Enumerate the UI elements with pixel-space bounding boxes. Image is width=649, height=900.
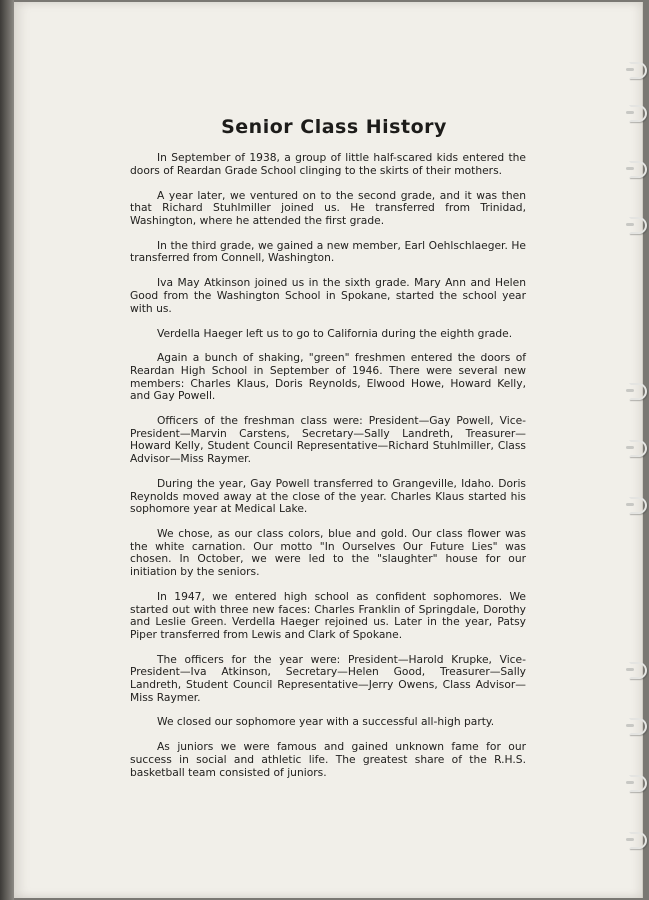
paragraph-9: We chose, as our class colors, blue and gold. Our class flower was the white carnation. Our motto "In Ourselves Our Future Lies" was chosen. In October, we were led to the "slaughter" house for our initiation by the seniors. — [130, 527, 526, 578]
binding-ring-icon — [625, 497, 649, 513]
paragraph-10: In 1947, we entered high school as confident sophomores. We started out with three new faces: Charles Franklin of Springdale, Dorothy and Leslie Green. Verdella Haeger rejoined us. Later in the year, Patsy Piper transferred from Lewis and Clark of Spokane. — [130, 589, 526, 641]
history-text — [130, 152, 526, 792]
binding-ring-icon — [625, 440, 649, 456]
book-spine-shadow — [0, 0, 14, 900]
binding-ring-icon — [625, 217, 649, 233]
paragraph-6: Again a bunch of shaking, "green" freshmen entered the doors of Reardan High School in September of 1946. There were several new members: Charles Klaus, Doris Reynolds, Elwood Howe, Howard Kelly, and Gay Powell. — [130, 351, 526, 403]
paragraph-11: The officers for the year were: President—Harold Krupke, Vice-President—Iva Atkinson, Secretary—Helen Good, Treasurer—Sally Landreth, Student Council Representative—Jerry Owens, Class Advisor—Miss Raymer. — [130, 652, 526, 704]
binding-ring-icon — [625, 161, 649, 177]
paragraph-4: Iva May Atkinson joined us in the sixth grade. Mary Ann and Helen Good from the Washington School in Spokane, started the school year with us. — [130, 276, 526, 315]
binding-ring-icon — [625, 662, 649, 678]
paragraph-3: In the third grade, we gained a new member, Earl Oehlschlaeger. He transferred from Connell, Washington. — [130, 238, 526, 265]
binding-ring-icon — [625, 62, 649, 78]
spiral-binding — [619, 0, 649, 900]
binding-ring-icon — [625, 105, 649, 121]
paragraph-5: Verdella Haeger left us to go to California during the eighth grade. — [157, 326, 513, 340]
paragraph-1: In September of 1938, a group of little half-scared kids entered the doors of Reardan Grade School clinging to the skirts of their mothers. — [130, 151, 526, 177]
paragraph-7: Officers of the freshman class were: President—Gay Powell, Vice-President—Marvin Carstens, Secretary—Sally Landreth, Treasurer—Howard Kelly, Student Council Representative—Richard Stuhlmiller, Class Advisor—Miss Raymer. — [130, 414, 526, 466]
binding-ring-icon — [625, 383, 649, 399]
paragraph-13: As juniors we were famous and gained unknown fame for our success in social and athletic life. The greatest share of the R.H.S. basketball team consisted of juniors. — [130, 740, 526, 779]
page-title: Senior Class History — [221, 116, 447, 138]
paragraph-2: A year later, we ventured on to the second grade, and it was then that Richard Stuhlmiller joined us. He transferred from Trinidad, Washington, where he attended the first grade. — [130, 188, 526, 227]
paragraph-12: We closed our sophomore year with a successful all-high party. — [157, 715, 495, 729]
binding-ring-icon — [625, 775, 649, 791]
paragraph-8: During the year, Gay Powell transferred to Grangeville, Idaho. Doris Reynolds moved away at the close of the year. Charles Klaus started his sophomore year at Medical Lake. — [130, 477, 526, 516]
binding-ring-icon — [625, 832, 649, 848]
binding-ring-icon — [625, 718, 649, 734]
